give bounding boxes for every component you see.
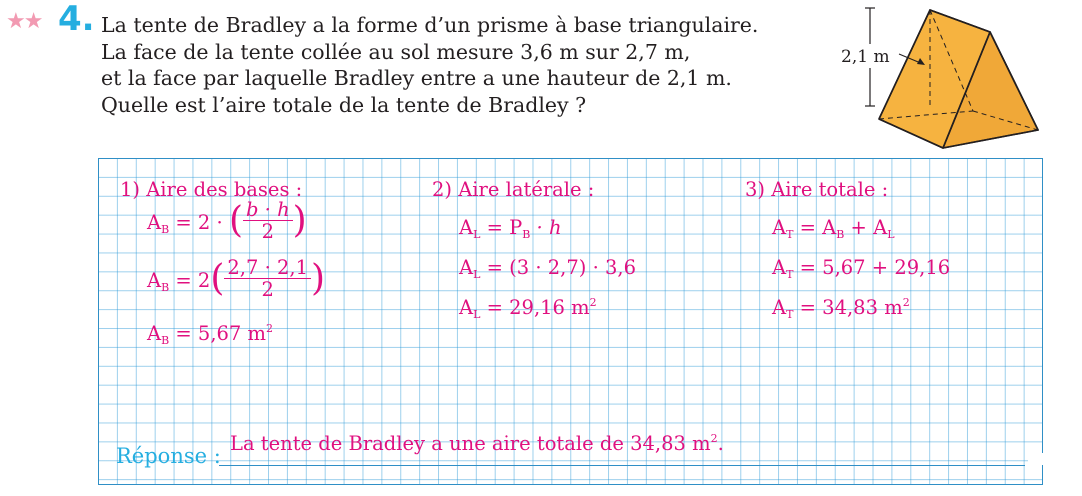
eq-text: + A — [844, 216, 888, 239]
exponent: 2 — [902, 296, 910, 309]
eq-text: = P — [480, 216, 523, 239]
part1-equation-3 — [147, 322, 274, 347]
symbol-a: A — [772, 256, 787, 279]
symbol-a: A — [459, 216, 474, 239]
height-label: 2,1 m — [841, 47, 890, 67]
subscript-b: B — [161, 281, 170, 294]
symbol-a: A — [147, 211, 162, 234]
symbol-a: A — [772, 296, 787, 319]
symbol-a: A — [147, 269, 162, 292]
part1-heading: 1) Aire des bases : — [120, 178, 303, 201]
statement-line: Quelle est l’aire totale de la tente de Bradley ? — [101, 92, 587, 117]
answer-line — [219, 465, 1025, 466]
eq-text: = 34,83 m — [793, 296, 903, 319]
symbol-a: A — [772, 216, 787, 239]
eq-text: = 2 · — [169, 211, 229, 234]
paren-close: ) — [311, 257, 326, 299]
eq-text: = 5,67 + 29,16 — [793, 256, 951, 279]
page-corner-tear — [1028, 168, 1048, 468]
part2-equation-3 — [459, 296, 597, 321]
part3-equation-2 — [772, 256, 951, 281]
tent-prism-figure — [835, 0, 1045, 155]
part3-heading: 3) Aire totale : — [745, 178, 889, 201]
symbol-a: A — [147, 322, 162, 345]
paren-open: ( — [210, 257, 225, 299]
statement-line: La face de la tente collée au sol mesure 3,6 m sur 2,7 m, — [101, 39, 691, 64]
symbol-a: A — [459, 296, 474, 319]
part1-equation-2 — [147, 256, 326, 303]
numerator: 2,7 · 2,1 — [224, 258, 311, 279]
denominator: 2 — [261, 220, 275, 243]
answer-label: Réponse : — [116, 444, 221, 468]
part2-equation-1 — [459, 216, 562, 241]
exponent: 2 — [710, 432, 718, 445]
part1-equation-1 — [147, 198, 307, 245]
subscript-l: L — [473, 268, 481, 281]
subscript-b: B — [161, 223, 170, 236]
eq-text: = 29,16 m — [480, 296, 590, 319]
problem-statement — [101, 12, 851, 118]
part2-equation-2 — [459, 256, 636, 281]
eq-text: · h — [530, 216, 562, 239]
part2-heading: 2) Aire latérale : — [432, 178, 595, 201]
part3-equation-3 — [772, 296, 910, 321]
answer-sentence: La tente de Bradley a une aire totale de 34,83 m — [230, 432, 711, 455]
eq-text: = A — [793, 216, 837, 239]
eq-text: = 2 — [169, 269, 211, 292]
subscript-b: B — [522, 228, 531, 241]
paren-close: ) — [292, 199, 307, 241]
subscript-b: B — [161, 334, 170, 347]
exponent: 2 — [266, 322, 274, 335]
answer-text[interactable] — [230, 432, 724, 455]
fraction — [243, 200, 293, 243]
exercise-number: 4. — [58, 0, 95, 39]
eq-text: = 5,67 m — [169, 322, 267, 345]
statement-line: et la face par laquelle Bradley entre a une hauteur de 2,1 m. — [101, 66, 732, 90]
exponent: 2 — [589, 296, 597, 309]
difficulty-stars: ★★ — [6, 9, 42, 34]
fraction — [224, 258, 311, 301]
grid-edge-gap — [1028, 453, 1044, 465]
subscript-t: T — [786, 308, 794, 321]
eq-text: = (3 · 2,7) · 3,6 — [480, 256, 636, 279]
paren-open: ( — [228, 199, 243, 241]
subscript-l: L — [473, 228, 481, 241]
subscript-l: L — [887, 228, 895, 241]
part3-equation-1 — [772, 216, 895, 241]
symbol-a: A — [459, 256, 474, 279]
answer-period: . — [717, 432, 724, 455]
subscript-t: T — [786, 268, 794, 281]
statement-line: La tente de Bradley a la forme d’un prisme à base triangulaire. — [101, 13, 759, 37]
denominator: 2 — [261, 278, 274, 301]
subscript-b: B — [836, 228, 845, 241]
subscript-l: L — [473, 308, 481, 321]
numerator: b · h — [243, 200, 293, 221]
subscript-t: T — [786, 228, 794, 241]
